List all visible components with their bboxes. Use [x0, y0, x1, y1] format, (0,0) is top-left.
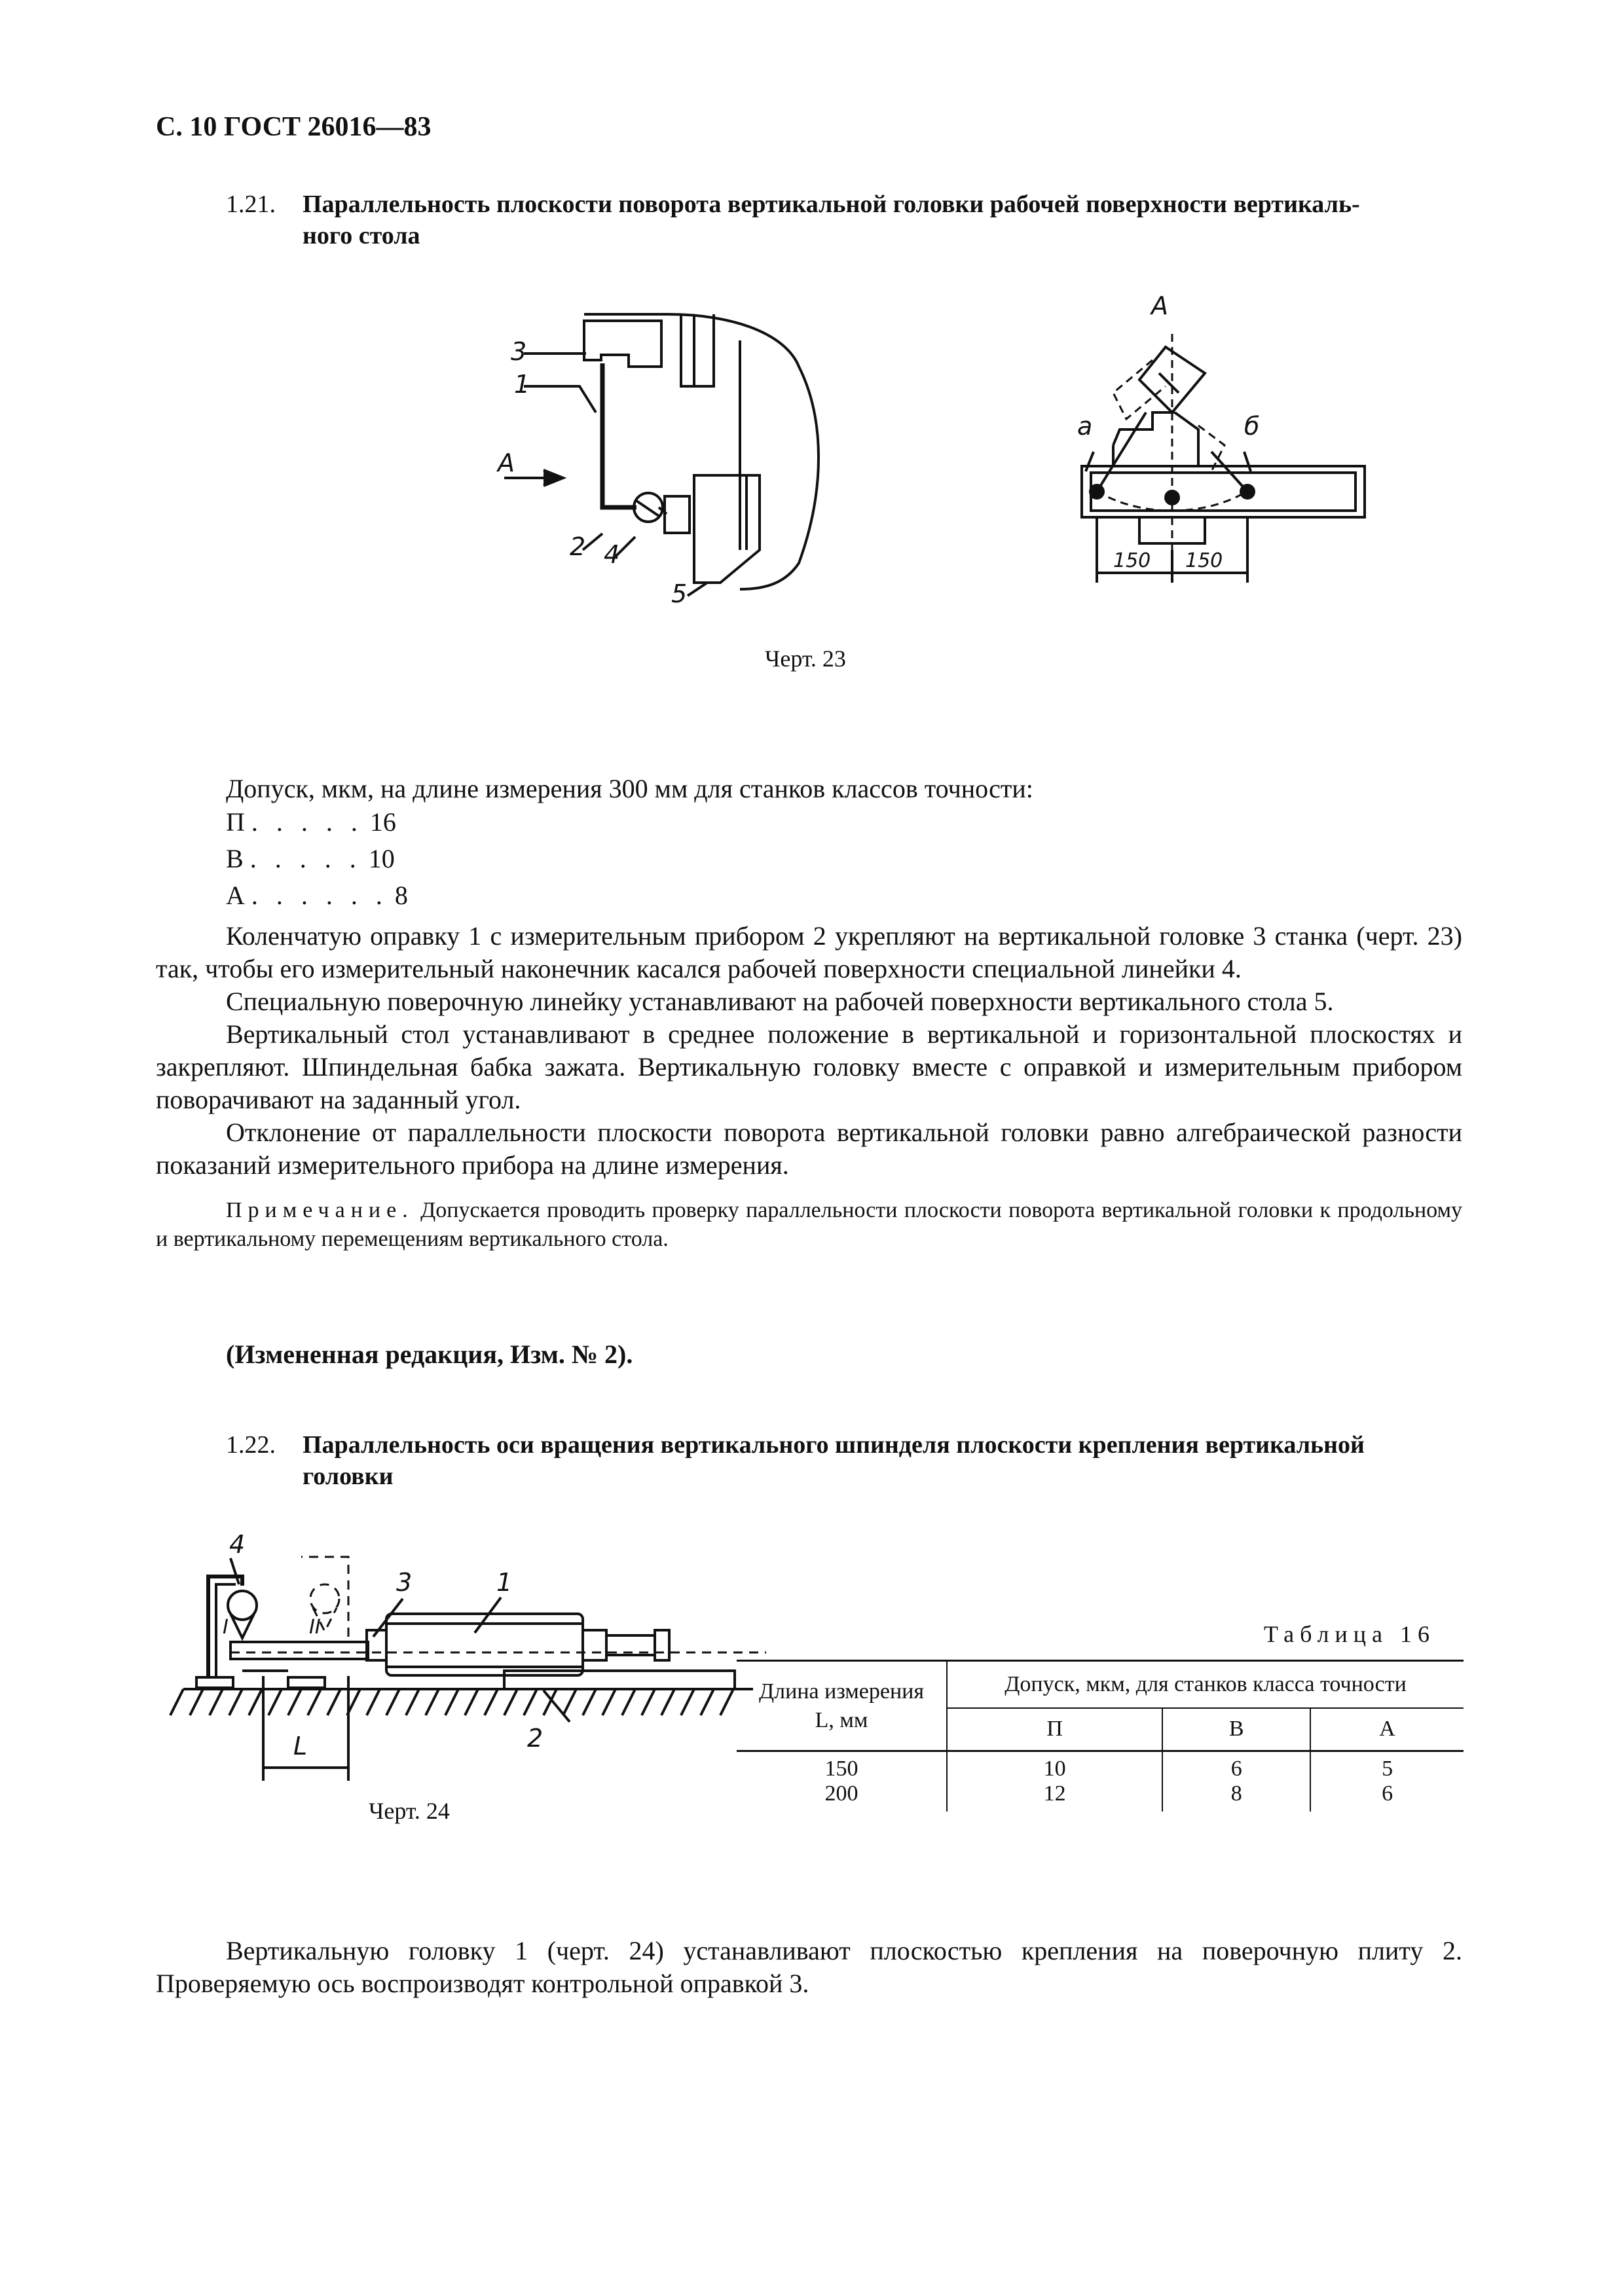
fig23-dim-1: 150 [1113, 549, 1151, 572]
paragraph: Коленчатую оправку 1 с измерительным прибором 2 укрепляют на вертикальной головке 3 станка (черт. 23) так, чтобы его измерительный наконечник касался рабочей поверхности специальной линейки 4. [156, 921, 1462, 983]
fig24-label-II: II [309, 1616, 321, 1639]
table-row [737, 1751, 1464, 1781]
table-cell-value: 8 [1162, 1781, 1310, 1812]
paragraph: Отклонение от параллельности плоскости поворота вертикальной головки равно алгебраической разности показаний измерительного прибора на длине измерения. [156, 1118, 1462, 1180]
table-header-group: Допуск, мкм, для станков класса точности [947, 1661, 1464, 1708]
tolerance-table-16 [737, 1660, 1464, 1812]
page-header: С. 10 ГОСТ 26016—83 [156, 112, 432, 142]
fig23-label-2: 2 [570, 532, 586, 561]
figure-24-drawing [170, 1558, 753, 1781]
figure-24-caption: Черт. 24 [369, 1798, 450, 1824]
fig23-label-1: 1 [514, 370, 530, 399]
section-title-1-22-line2: головки [303, 1463, 394, 1490]
tolerance-row [226, 841, 395, 877]
fig23-dim-2: 150 [1185, 549, 1223, 572]
fig24-label-L: L [293, 1732, 308, 1760]
section-title-1-22-line1: Параллельность оси вращения вертикального шпинделя плоскости крепления вертикальной [303, 1431, 1365, 1459]
figure-23-indicator [634, 493, 667, 522]
table-header-length-line1: Длина измерения [758, 1679, 924, 1704]
tolerance-row [226, 804, 396, 841]
fig23-label-4: 4 [604, 540, 620, 569]
tolerance-intro: Допуск, мкм, на длине измерения 300 мм для станков классов точности: [226, 774, 1033, 803]
table-cell-value: 6 [1382, 1781, 1393, 1806]
section-title-1-21-line2: ного стола [303, 222, 420, 249]
figure-24 [177, 1525, 766, 1781]
table-header-class: П [947, 1708, 1162, 1751]
tolerance-value: 8 [394, 881, 408, 910]
tolerance-class: П [226, 807, 245, 837]
tolerance-dots: . . . . . . [251, 881, 388, 910]
table-cell-value: 12 [947, 1781, 1162, 1812]
figure-23 [458, 275, 1260, 615]
note-label: Примечание. [226, 1198, 414, 1222]
section-number-1-22: 1.22. [226, 1431, 276, 1459]
fig24-label-3: 3 [396, 1568, 413, 1597]
tolerance-class: А [226, 881, 245, 910]
fig24-label-1: 1 [496, 1568, 513, 1597]
tolerance-dots: . . . . . [251, 807, 363, 837]
tolerance-class: В [226, 844, 244, 873]
tolerance-value: 16 [369, 807, 396, 837]
table-16-caption: Таблица 16 [1264, 1621, 1435, 1647]
fig23-label-b: б [1244, 412, 1260, 441]
table-header-class: А [1310, 1708, 1464, 1751]
fig23-label-5: 5 [671, 579, 688, 608]
note [156, 1196, 1462, 1254]
paragraph: Вертикальный стол устанавливают в среднее положение в вертикальной и горизонтальной плоскостях и закрепляют. Шпиндельная бабка зажата. Вертикальную головку вместе с оправкой и измерительным прибором поворачивают на заданный угол. [156, 1019, 1462, 1114]
section-number-1-21: 1.21. [226, 191, 276, 218]
fig24-label-I: I [223, 1616, 229, 1639]
section-title-1-21-line1: Параллельность плоскости поворота вертикальной головки рабочей поверхности вертикаль- [303, 191, 1360, 218]
tolerance-row [226, 877, 408, 914]
section-1-22-body [156, 1935, 1462, 2000]
table-cell-length: 150 [737, 1751, 947, 1781]
fig24-label-4: 4 [229, 1530, 246, 1559]
figure-23-caption: Черт. 23 [765, 646, 846, 672]
fig24-label-2: 2 [527, 1724, 544, 1753]
figure-23-head-drawing [504, 314, 819, 596]
note-text: Допускается проводить проверку параллельности плоскости поворота вертикальной головки к продольному и вертикальному перемещениям вертикального стола. [156, 1198, 1463, 1251]
paragraph: Вертикальную головку 1 (черт. 24) устанавливают плоскостью крепления на поверочную плиту 2. Проверяемую ось воспроизводят контрольной оправкой 3. [156, 1936, 1462, 1998]
table-header-length [737, 1661, 947, 1751]
table-cell-length: 200 [737, 1781, 947, 1812]
revision-note: (Измененная редакция, Изм. № 2). [226, 1339, 633, 1369]
fig23-label-view-A: A [1151, 291, 1168, 320]
fig23-label-3: 3 [511, 337, 527, 366]
table-cell-value: 10 [947, 1751, 1162, 1781]
tolerance-dots: . . . . . [249, 844, 362, 873]
table-header-class: В [1162, 1708, 1310, 1751]
table-row [737, 1781, 1464, 1812]
fig23-label-a: а [1077, 412, 1093, 441]
table-cell-value: 6 [1162, 1751, 1310, 1781]
paragraph: Специальную поверочную линейку устанавливают на рабочей поверхности вертикального стола 5. [226, 987, 1334, 1016]
table-cell-value: 5 [1382, 1756, 1393, 1781]
figure-23-mandrel [602, 363, 636, 507]
tolerance-value: 10 [368, 844, 395, 873]
fig23-label-A: A [498, 448, 515, 477]
section-1-21-body [156, 920, 1462, 1254]
table-header-length-line2: L, мм [815, 1707, 868, 1732]
figure-23-measure-points [1089, 484, 1255, 505]
